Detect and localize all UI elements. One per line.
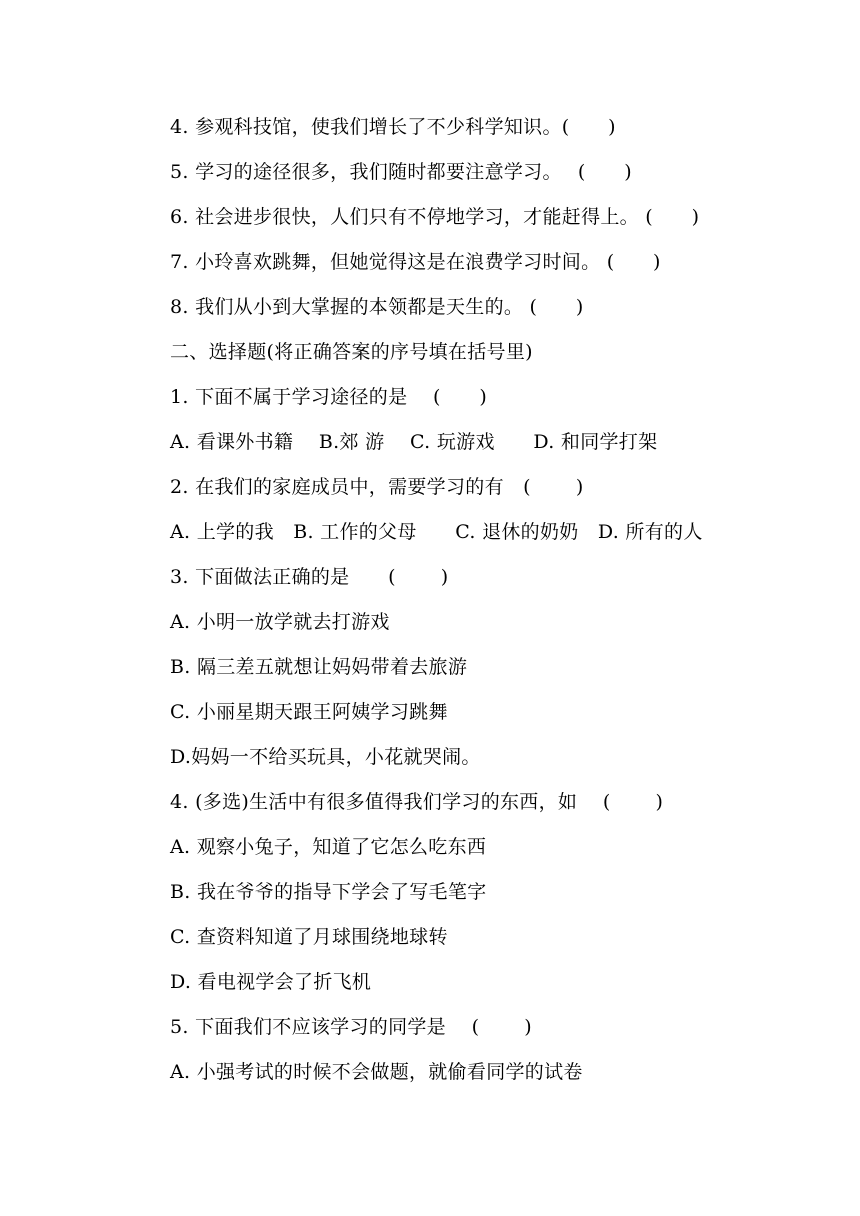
question-4-option-b: B. 我在爷爷的指导下学会了写毛笔字 bbox=[170, 881, 487, 903]
question-5: 5. 下面我们不应该学习的同学是 ( ) bbox=[170, 1016, 532, 1038]
question-4-option-c: C. 查资料知道了月球围绕地球转 bbox=[170, 926, 448, 948]
question-3: 3. 下面做法正确的是 ( ) bbox=[170, 566, 449, 588]
question-1: 1. 下面不属于学习途径的是 ( ) bbox=[170, 386, 488, 408]
judgment-item-4: 4. 参观科技馆，使我们增长了不少科学知识。( ) bbox=[170, 116, 616, 138]
question-4: 4. (多选)生活中有很多值得我们学习的东西，如 ( ) bbox=[170, 791, 664, 813]
question-4-option-a: A. 观察小兔子，知道了它怎么吃东西 bbox=[170, 836, 487, 858]
question-1-options: A. 看课外书籍 B.郊 游 C. 玩游戏 D. 和同学打架 bbox=[170, 431, 658, 453]
question-3-option-d: D.妈妈一不给买玩具，小花就哭闹。 bbox=[170, 746, 481, 768]
question-3-option-a: A. 小明一放学就去打游戏 bbox=[170, 611, 390, 633]
question-2: 2. 在我们的家庭成员中，需要学习的有 ( ) bbox=[170, 476, 584, 498]
question-2-options: A. 上学的我 B. 工作的父母 C. 退休的奶奶 D. 所有的人 bbox=[170, 521, 703, 543]
question-5-option-a: A. 小强考试的时候不会做题，就偷看同学的试卷 bbox=[170, 1061, 583, 1083]
question-3-option-c: C. 小丽星期天跟王阿姨学习跳舞 bbox=[170, 701, 448, 723]
judgment-item-8: 8. 我们从小到大掌握的本领都是天生的。 ( ) bbox=[170, 296, 584, 318]
judgment-item-5: 5. 学习的途径很多，我们随时都要注意学习。 ( ) bbox=[170, 161, 632, 183]
question-4-option-d: D. 看电视学会了折飞机 bbox=[170, 971, 372, 993]
section-heading-choice: 二、选择题(将正确答案的序号填在括号里) bbox=[170, 341, 533, 363]
judgment-item-6: 6. 社会进步很快，人们只有不停地学习，才能赶得上。 ( ) bbox=[170, 206, 700, 228]
judgment-item-7: 7. 小玲喜欢跳舞，但她觉得这是在浪费学习时间。 ( ) bbox=[170, 251, 661, 273]
question-3-option-b: B. 隔三差五就想让妈妈带着去旅游 bbox=[170, 656, 468, 678]
